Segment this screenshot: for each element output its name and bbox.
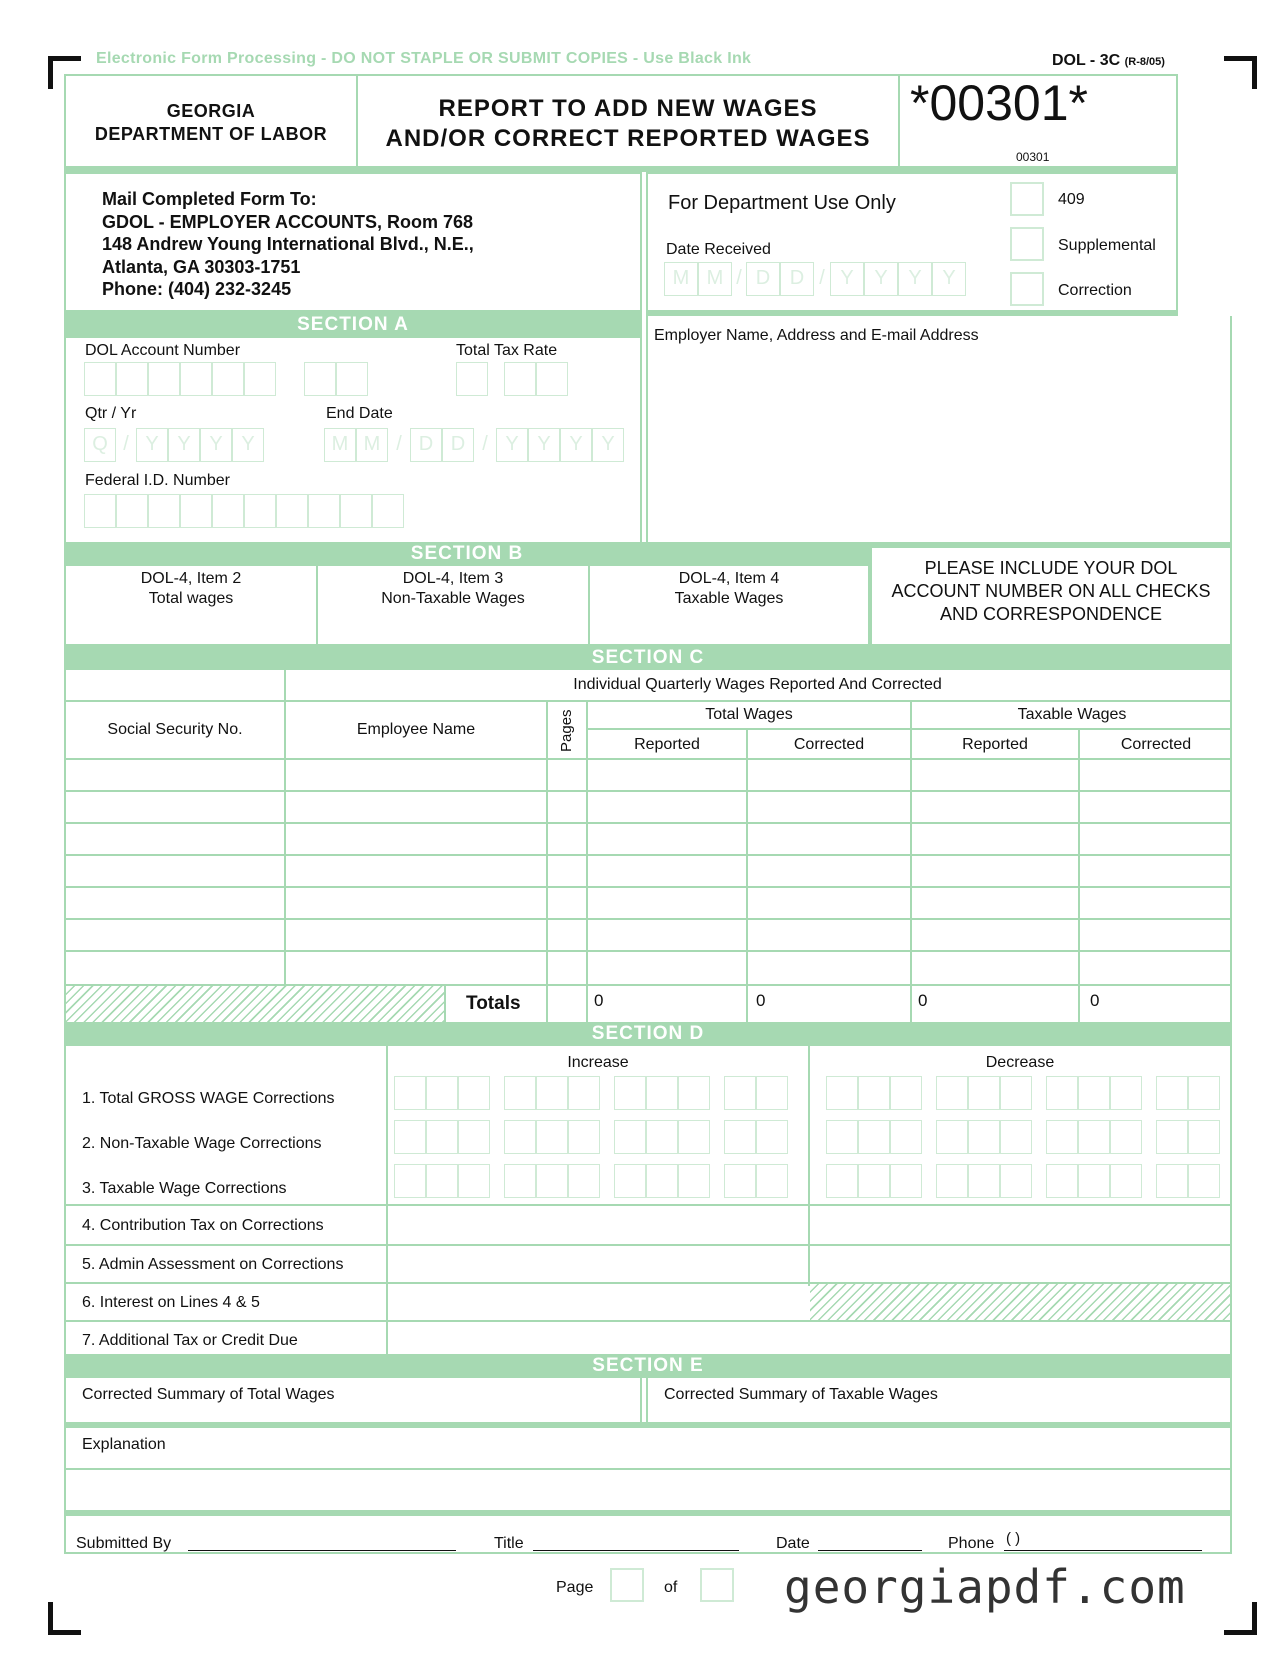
mail-line2: GDOL - EMPLOYER ACCOUNTS, Room 768 — [102, 211, 474, 232]
phone-paren: ( ) — [1006, 1530, 1021, 1547]
department-use-title: For Department Use Only — [668, 192, 896, 214]
title-line1: REPORT TO ADD NEW WAGES — [438, 95, 818, 122]
line-2-decrease-input[interactable] — [826, 1120, 1228, 1154]
page-total-input[interactable] — [700, 1568, 734, 1602]
agency-name — [66, 100, 356, 146]
agency-line2: DEPARTMENT OF LABOR — [94, 124, 328, 144]
form-revision: (R-8/05) — [1124, 56, 1165, 68]
table-row[interactable] — [66, 952, 1230, 984]
checkbox-supplemental[interactable] — [1010, 227, 1044, 261]
line-2-label: 2. Non-Taxable Wage Corrections — [82, 1135, 322, 1152]
line-4-label: 4. Contribution Tax on Corrections — [82, 1217, 324, 1234]
taxable-summary-label: Corrected Summary of Taxable Wages — [664, 1386, 938, 1403]
title-line2: AND/OR CORRECT REPORTED WAGES — [385, 125, 871, 152]
form-title — [358, 94, 898, 154]
taxable-corrected-value: 0 — [1090, 991, 1100, 1010]
mail-line3: 148 Andrew Young International Blvd., N.E., — [102, 234, 474, 254]
line-4-decrease-input[interactable] — [810, 1206, 1230, 1244]
total-wages-header: Total Wages — [705, 706, 793, 723]
section-e-band: SECTION E — [64, 1354, 1232, 1378]
checkbox-correction[interactable] — [1010, 272, 1044, 306]
date-ph: D — [789, 267, 805, 289]
section-c-subtitle: Individual Quarterly Wages Reported And Corrected — [573, 676, 942, 693]
employee-name-header: Employee Name — [356, 721, 476, 738]
line-5-increase-input[interactable] — [388, 1246, 808, 1282]
table-row[interactable] — [66, 920, 1230, 950]
date-input[interactable] — [818, 1550, 922, 1551]
line-3-label: 3. Taxable Wage Corrections — [82, 1180, 287, 1197]
option-supplemental: Supplemental — [1058, 237, 1156, 254]
corner-mark-bottom-right — [1224, 1602, 1257, 1635]
total-wages-col: DOL-4, Item 2 Total wages — [140, 570, 242, 607]
date-ph: Y — [840, 267, 854, 289]
date-ph: Y — [874, 267, 888, 289]
taxable-wages-header: Taxable Wages — [1017, 706, 1127, 723]
date-ph: / — [819, 267, 825, 289]
agency-line1: GEORGIA — [166, 101, 256, 121]
page-number-input[interactable] — [610, 1568, 644, 1602]
checkbox-409[interactable] — [1010, 182, 1044, 216]
total-reported-value: 0 — [594, 991, 604, 1010]
total-corrected-header: Corrected — [793, 736, 865, 753]
corner-mark-top-right — [1224, 56, 1257, 89]
date-received-boxes[interactable] — [664, 262, 970, 296]
qtr-yr-label: Qtr / Yr — [85, 405, 137, 422]
dol-account-input[interactable] — [84, 362, 374, 396]
employer-address-box[interactable] — [646, 316, 1232, 544]
phone-input[interactable] — [1004, 1550, 1202, 1551]
date-ph: M — [672, 267, 690, 289]
of-label: of — [664, 1579, 678, 1596]
tax-rate-input[interactable] — [456, 362, 574, 396]
totals-hatch — [66, 986, 444, 1022]
line-3-decrease-input[interactable] — [826, 1164, 1228, 1198]
mail-instructions — [102, 188, 474, 301]
line-1-decrease-input[interactable] — [826, 1076, 1228, 1110]
signature-box — [64, 1514, 1232, 1554]
watermark: georgiapdf.com — [784, 1560, 1186, 1614]
end-date-label: End Date — [326, 405, 393, 422]
section-c-band: SECTION C — [64, 646, 1232, 670]
line-6-label: 6. Interest on Lines 4 & 5 — [82, 1294, 260, 1311]
phone-label: Phone — [948, 1535, 995, 1552]
section-b-band: SECTION B — [64, 542, 870, 566]
form-id — [1052, 52, 1165, 70]
option-409: 409 — [1058, 191, 1085, 208]
submitted-by-label: Submitted By — [76, 1535, 172, 1552]
total-summary-label: Corrected Summary of Total Wages — [82, 1386, 335, 1403]
table-row[interactable] — [66, 792, 1230, 822]
taxable-reported-value: 0 — [918, 991, 928, 1010]
employer-address-label: Employer Name, Address and E-mail Address — [654, 327, 979, 344]
mail-line1: Mail Completed Form To: — [102, 189, 317, 209]
line-3-increase-input[interactable] — [394, 1164, 796, 1198]
date-ph: Y — [942, 267, 956, 289]
barcode-small: 00301 — [1016, 150, 1050, 164]
line-5-label: 5. Admin Assessment on Corrections — [82, 1256, 344, 1273]
date-ph: M — [706, 267, 724, 289]
line-7-label: 7. Additional Tax or Credit Due — [82, 1332, 298, 1349]
title-input[interactable] — [533, 1550, 739, 1551]
processing-note: Electronic Form Processing - DO NOT STAPLE OR SUBMIT COPIES - Use Black Ink — [96, 50, 752, 67]
date-ph: D — [755, 267, 771, 289]
line-5-decrease-input[interactable] — [810, 1246, 1230, 1282]
pages-header: Pages — [558, 709, 575, 752]
date-received-label: Date Received — [666, 241, 771, 258]
form-id-code: DOL - 3C — [1052, 52, 1121, 69]
dol-account-label: DOL Account Number — [85, 342, 241, 359]
taxable-wages-col: DOL-4, Item 4 Taxable Wages — [674, 570, 784, 607]
non-taxable-wages-col: DOL-4, Item 3 Non-Taxable Wages — [381, 570, 525, 607]
increase-header: Increase — [567, 1054, 629, 1071]
mail-line5: Phone: (404) 232-3245 — [102, 279, 292, 299]
table-row[interactable] — [66, 824, 1230, 854]
explanation-label: Explanation — [82, 1436, 166, 1453]
option-correction: Correction — [1058, 282, 1132, 299]
total-reported-header: Reported — [634, 736, 700, 753]
federal-id-input[interactable] — [84, 494, 408, 528]
ssn-header: Social Security No. — [107, 721, 243, 738]
line-7-input[interactable] — [388, 1322, 1230, 1354]
page-label: Page — [556, 1579, 594, 1596]
qtr-yr-input[interactable]: Q / Y Y Y Y — [84, 428, 272, 462]
section-d-band: SECTION D — [64, 1022, 1232, 1046]
submitted-by-input[interactable] — [188, 1550, 456, 1551]
date-ph: / — [736, 267, 742, 289]
line-1-increase-input[interactable] — [394, 1076, 796, 1110]
line-6-increase-input[interactable] — [388, 1284, 808, 1320]
date-label: Date — [776, 1535, 810, 1552]
interest-decrease-hatch — [810, 1284, 1230, 1320]
line-4-increase-input[interactable] — [388, 1206, 808, 1244]
table-row[interactable] — [66, 760, 1230, 790]
total-tax-rate-label: Total Tax Rate — [456, 342, 558, 359]
taxable-reported-header: Reported — [962, 736, 1028, 753]
table-row[interactable] — [66, 888, 1230, 918]
total-corrected-value: 0 — [756, 991, 766, 1010]
totals-label: Totals — [466, 993, 521, 1014]
line-1-label: 1. Total GROSS WAGE Corrections — [82, 1090, 335, 1107]
decrease-header: Decrease — [985, 1054, 1055, 1071]
corner-mark-bottom-left — [48, 1602, 81, 1635]
taxable-corrected-header: Corrected — [1120, 736, 1192, 753]
barcode-text: *00301* — [910, 75, 1088, 131]
notice-text: PLEASE INCLUDE YOUR DOL ACCOUNT NUMBER ON ALL CHECKS AND CORRESPONDENCE — [891, 558, 1211, 624]
line-2-increase-input[interactable] — [394, 1120, 796, 1154]
table-row[interactable] — [66, 856, 1230, 886]
title-label: Title — [494, 1535, 524, 1552]
mail-line4: Atlanta, GA 30303-1751 — [102, 256, 301, 277]
end-date-input[interactable]: M M / D D / Y Y Y Y — [324, 428, 632, 462]
federal-id-label: Federal I.D. Number — [85, 472, 230, 489]
section-a-band: SECTION A — [64, 312, 642, 338]
date-ph: Y — [908, 267, 922, 289]
